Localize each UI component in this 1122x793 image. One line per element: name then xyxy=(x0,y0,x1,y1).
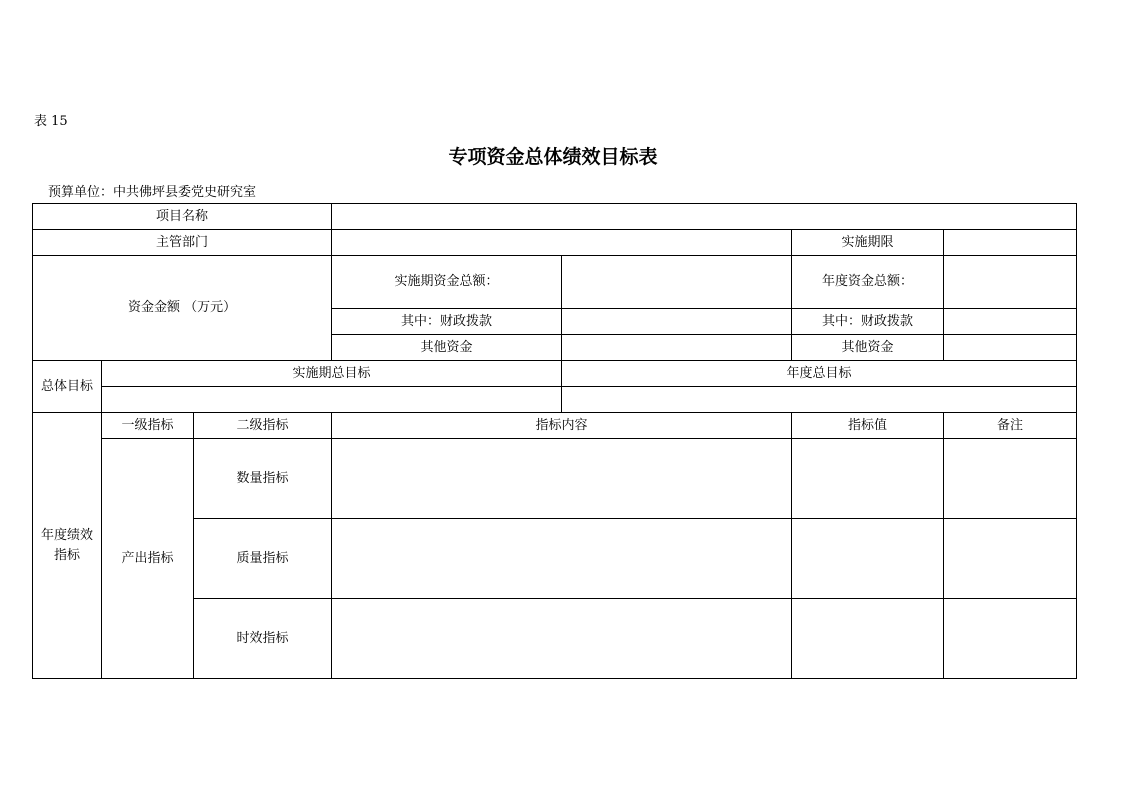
other-funds-value-period[interactable] xyxy=(562,335,792,361)
indicator-name: 时效指标 xyxy=(194,599,332,679)
indicator-value[interactable] xyxy=(792,519,944,599)
table-number: 表 15 xyxy=(34,114,68,129)
indicator-content[interactable] xyxy=(332,599,792,679)
annual-total-label: 年度资金总额： xyxy=(792,256,944,309)
other-funds-label-annual: 其他资金 xyxy=(792,335,944,361)
fiscal-label-period: 其中：财政拨款 xyxy=(332,309,562,335)
period-goal-value[interactable] xyxy=(102,387,562,413)
period-total-value[interactable] xyxy=(562,256,792,309)
col-content-header: 指标内容 xyxy=(332,413,792,439)
indicator-value[interactable] xyxy=(792,439,944,519)
col-value-header: 指标值 xyxy=(792,413,944,439)
annual-goal-label: 年度总目标 xyxy=(562,361,1077,387)
page-title: 专项资金总体绩效目标表 xyxy=(448,146,658,168)
output-indicator-label: 产出指标 xyxy=(102,439,194,679)
annual-total-value[interactable] xyxy=(944,256,1077,309)
overall-goal-label: 总体目标 xyxy=(33,361,102,413)
indicator-value[interactable] xyxy=(792,599,944,679)
project-name-label: 项目名称 xyxy=(33,204,332,230)
other-funds-value-annual[interactable] xyxy=(944,335,1077,361)
fiscal-label-annual: 其中：财政拨款 xyxy=(792,309,944,335)
overall-goal-header-row xyxy=(33,361,1077,387)
col-remark-header: 备注 xyxy=(944,413,1077,439)
department-row xyxy=(33,230,1077,256)
period-total-label: 实施期资金总额： xyxy=(332,256,562,309)
col-level1-header: 一级指标 xyxy=(102,413,194,439)
period-goal-label: 实施期总目标 xyxy=(102,361,562,387)
overall-goal-value-row xyxy=(33,387,1077,413)
indicator-header-row xyxy=(33,413,1077,439)
indicator-remark[interactable] xyxy=(944,439,1077,519)
annual-goal-value[interactable] xyxy=(562,387,1077,413)
performance-goal-table xyxy=(32,203,1077,679)
funds-amount-label: 资金金额 （万元） xyxy=(33,256,332,361)
table-row xyxy=(33,439,1077,519)
annual-indicators-label: 年度绩效指标 xyxy=(33,413,102,679)
col-level2-header: 二级指标 xyxy=(194,413,332,439)
project-name-value[interactable] xyxy=(332,204,1077,230)
funds-total-row xyxy=(33,256,1077,309)
fiscal-value-period[interactable] xyxy=(562,309,792,335)
indicator-name: 数量指标 xyxy=(194,439,332,519)
indicator-remark[interactable] xyxy=(944,519,1077,599)
indicator-content[interactable] xyxy=(332,439,792,519)
indicator-remark[interactable] xyxy=(944,599,1077,679)
period-value[interactable] xyxy=(944,230,1077,256)
fiscal-value-annual[interactable] xyxy=(944,309,1077,335)
department-value[interactable] xyxy=(332,230,792,256)
budget-unit-line: 预算单位：中共佛坪县委党史研究室 xyxy=(48,185,257,200)
department-label: 主管部门 xyxy=(33,230,332,256)
indicator-name: 质量指标 xyxy=(194,519,332,599)
other-funds-label-period: 其他资金 xyxy=(332,335,562,361)
period-label: 实施期限 xyxy=(792,230,944,256)
project-name-row xyxy=(33,204,1077,230)
indicator-content[interactable] xyxy=(332,519,792,599)
